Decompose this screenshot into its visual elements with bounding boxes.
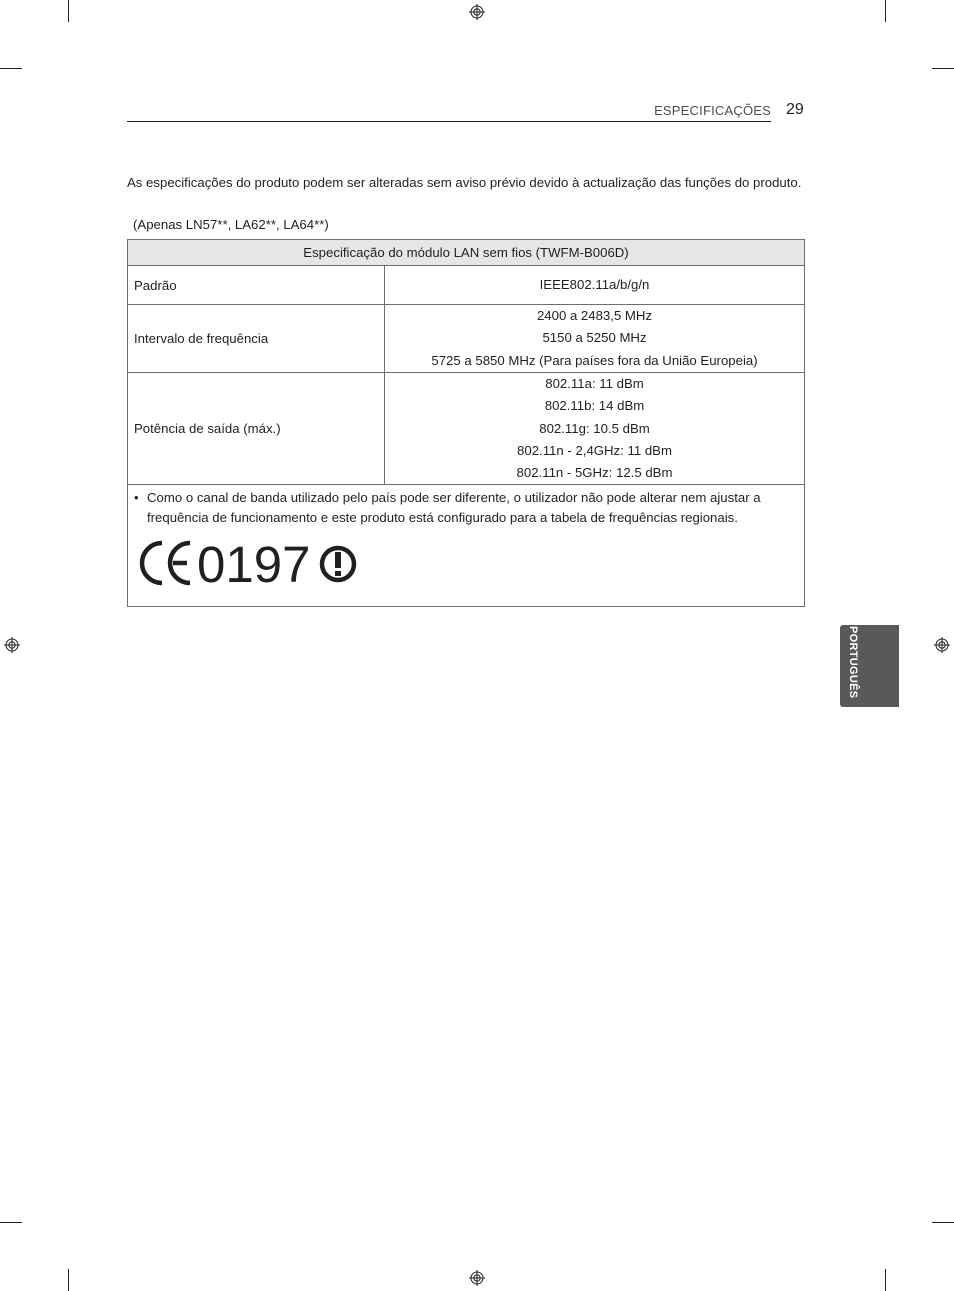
svg-text:0197: 0197 <box>197 537 311 590</box>
ce-0197-alert-logo-icon <box>136 537 366 589</box>
row-value <box>385 266 805 305</box>
registration-mark-icon <box>469 4 485 20</box>
value-line: 802.11n - 5GHz: 12.5 dBm <box>516 465 673 481</box>
table-header-row <box>128 240 805 266</box>
value-line: 5150 a 5250 MHz <box>542 330 647 346</box>
row-value <box>385 305 805 373</box>
row-label: Intervalo de frequência <box>128 305 385 373</box>
table-row <box>128 266 805 305</box>
row-label: Potência de saída (máx.) <box>128 373 385 485</box>
row-value <box>385 373 805 485</box>
value-line: 802.11a: 11 dBm <box>545 376 644 391</box>
table-row <box>128 373 805 485</box>
note-cell <box>128 485 805 607</box>
crop-mark <box>68 0 69 22</box>
value-line: 802.11b: 14 dBm <box>544 398 645 414</box>
value-line: IEEE802.11a/b/g/n <box>539 276 650 292</box>
crop-mark <box>932 68 954 69</box>
wireless-lan-spec-table <box>127 239 805 607</box>
registration-mark-icon <box>4 637 20 653</box>
crop-mark <box>932 1222 954 1223</box>
page-number: 29 <box>786 101 804 118</box>
registration-mark-icon <box>934 637 950 653</box>
crop-mark <box>885 1269 886 1291</box>
table-row <box>128 305 805 373</box>
note-text: Como o canal de banda utilizado pelo país pode ser diferente, o utilizador não pode alterar nem ajustar a frequência de funcionamento e este produto está configurado para a tabela de frequências regionais. <box>147 490 761 525</box>
row-label: Padrão <box>128 266 385 305</box>
crop-mark <box>885 0 886 22</box>
header-divider <box>127 121 771 122</box>
table-note-row <box>128 485 805 607</box>
section-title: ESPECIFICAÇÕES <box>654 103 771 118</box>
value-line: 2400 a 2483,5 MHz <box>536 308 653 324</box>
value-line: 802.11n - 2,4GHz: 11 dBm <box>517 442 672 458</box>
table-title: Especificação do módulo LAN sem fios (TWFM-B006D) <box>128 240 805 266</box>
crop-mark <box>68 1269 69 1291</box>
intro-paragraph: As especificações do produto podem ser alteradas sem aviso prévio devido à actualização das funções do produto. <box>127 175 802 190</box>
value-line: 802.11g: 10.5 dBm <box>539 420 650 436</box>
crop-mark <box>0 68 22 69</box>
ce-marking-logo <box>136 535 798 591</box>
models-note: (Apenas LN57**, LA62**, LA64**) <box>133 217 329 232</box>
note-item <box>134 488 798 527</box>
language-tab-label: PORTUGUÊS <box>847 626 859 699</box>
crop-mark <box>0 1222 22 1223</box>
registration-mark-icon <box>469 1270 485 1286</box>
bullet-icon: • <box>134 490 139 506</box>
value-line: 5725 a 5850 MHz (Para países fora da União Europeia) <box>431 352 758 368</box>
